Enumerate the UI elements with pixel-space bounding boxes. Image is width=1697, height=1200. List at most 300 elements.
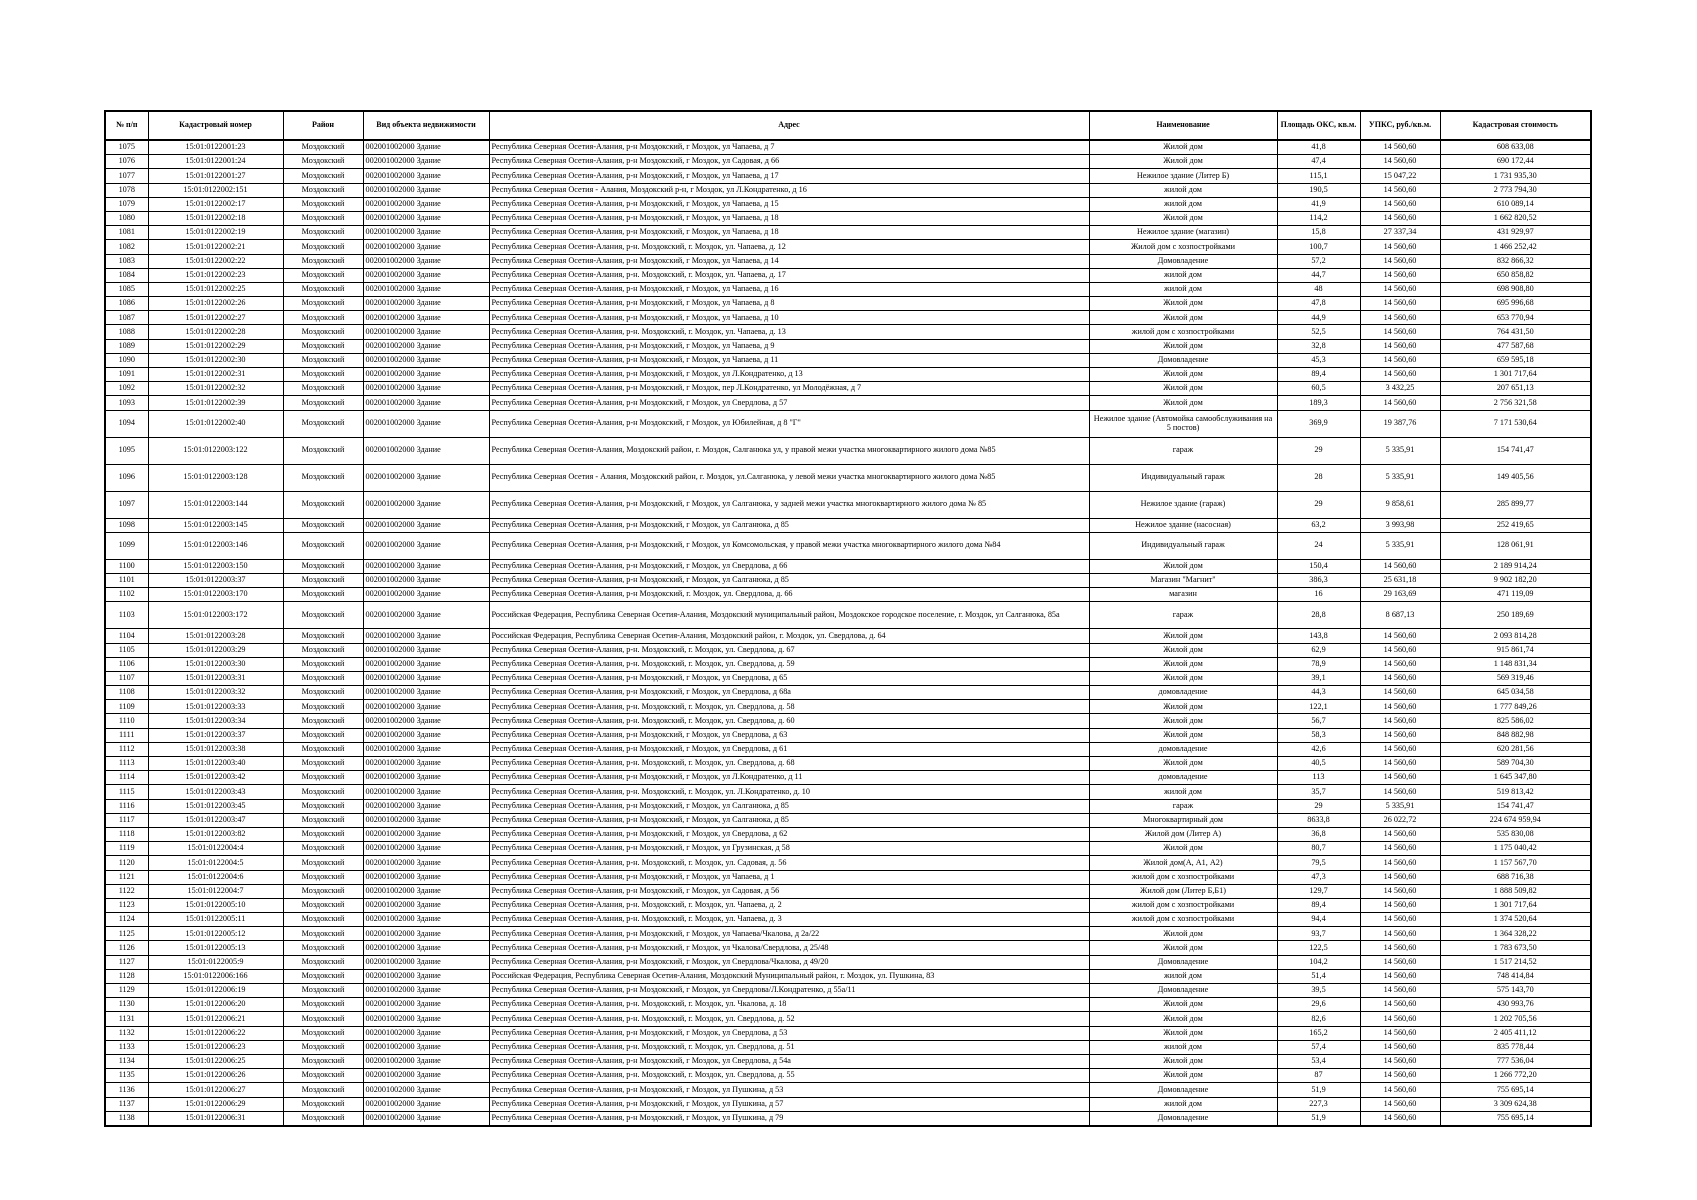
cell-name: Жилой дом [1089,728,1277,742]
cell-upks: 14 560,60 [1360,1083,1440,1097]
cell-address: Российская Федерация, Республика Северная Осетия-Алания, Моздокский Муниципальный район, г. Моздок, ул. Пушкина, 83 [489,969,1089,983]
cell-district: Моздокский [283,671,363,685]
cell-address: Республика Северная Осетия-Алания, р-н Моздокский, г Моздок, ул Чапаева, д 15 [489,197,1089,211]
cell-object-kind: 002001002000 Здание [363,927,489,941]
table-row [105,629,1591,643]
cell-upks: 3 432,25 [1360,382,1440,396]
cell-upks: 14 560,60 [1360,155,1440,169]
cell-cadastral-number: 15:01:0122003:43 [148,785,283,799]
cell-num: 1125 [105,927,148,941]
cell-num: 1080 [105,211,148,225]
cell-name: Жилой дом (Литер Б,Б1) [1089,884,1277,898]
cell-object-kind: 002001002000 Здание [363,1083,489,1097]
cell-num: 1109 [105,700,148,714]
cell-district: Моздокский [283,955,363,969]
cell-cadastral-number: 15:01:0122002:151 [148,183,283,197]
cell-object-kind: 002001002000 Здание [363,297,489,311]
cell-district: Моздокский [283,325,363,339]
cell-name: жилой дом [1089,268,1277,282]
cell-cadastral-number: 15:01:0122003:40 [148,757,283,771]
cell-cadastral-number: 15:01:0122006:20 [148,998,283,1012]
cell-cadastral-cost: 535 830,08 [1440,827,1591,841]
cell-cadastral-number: 15:01:0122005:9 [148,955,283,969]
table-row [105,1040,1591,1054]
table-row [105,464,1591,491]
cell-cadastral-number: 15:01:0122003:144 [148,491,283,518]
cell-area: 100,7 [1277,240,1360,254]
cell-address: Республика Северная Осетия-Алания, р-н. Моздокский, г. Моздок, ул. Садовая, д. 56 [489,856,1089,870]
cell-upks: 9 858,61 [1360,491,1440,518]
cell-area: 51,4 [1277,969,1360,983]
cell-district: Моздокский [283,588,363,602]
cell-object-kind: 002001002000 Здание [363,254,489,268]
cell-object-kind: 002001002000 Здание [363,559,489,573]
cell-district: Моздокский [283,559,363,573]
cell-name: Домовладение [1089,1083,1277,1097]
cell-area: 113 [1277,771,1360,785]
cell-district: Моздокский [283,686,363,700]
cell-num: 1090 [105,353,148,367]
cell-name: Индивидуальный гараж [1089,464,1277,491]
cell-cadastral-number: 15:01:0122004:5 [148,856,283,870]
cell-upks: 14 560,60 [1360,686,1440,700]
cell-district: Моздокский [283,226,363,240]
cell-cadastral-cost: 2 189 914,24 [1440,559,1591,573]
table-row [105,368,1591,382]
table-header-row [105,111,1591,140]
cell-area: 227,3 [1277,1097,1360,1111]
cell-cadastral-cost: 477 587,68 [1440,339,1591,353]
table-row [105,325,1591,339]
cell-cadastral-cost: 1 202 705,56 [1440,1012,1591,1026]
cell-name: Домовладение [1089,254,1277,268]
cell-area: 104,2 [1277,955,1360,969]
cell-object-kind: 002001002000 Здание [363,1040,489,1054]
cell-area: 189,3 [1277,396,1360,410]
cell-num: 1075 [105,140,148,155]
cell-cadastral-cost: 764 431,50 [1440,325,1591,339]
cell-address: Республика Северная Осетия-Алания, р-н Моздокский, г Моздок, ул Свердлова, д 65 [489,671,1089,685]
cell-upks: 14 560,60 [1360,827,1440,841]
cell-cadastral-number: 15:01:0122003:33 [148,700,283,714]
cell-upks: 5 335,91 [1360,532,1440,559]
table-row [105,254,1591,268]
cell-district: Моздокский [283,813,363,827]
table-row [105,799,1591,813]
cell-name: Жилой дом [1089,941,1277,955]
cell-cadastral-cost: 1 517 214,52 [1440,955,1591,969]
cell-area: 44,3 [1277,686,1360,700]
cell-cadastral-cost: 848 882,98 [1440,728,1591,742]
cell-cadastral-number: 15:01:0122006:166 [148,969,283,983]
cell-cadastral-number: 15:01:0122003:37 [148,573,283,587]
cell-address: Республика Северная Осетия-Алания, р-н Моздокский, г Моздок, ул Садовая, д 66 [489,155,1089,169]
cell-object-kind: 002001002000 Здание [363,382,489,396]
cell-num: 1136 [105,1083,148,1097]
cell-address: Республика Северная Осетия-Алания, р-н Моздокский, г Моздок, ул Чапаева, д 18 [489,226,1089,240]
cell-num: 1107 [105,671,148,685]
cell-address: Республика Северная Осетия-Алания, р-н. Моздокский, г. Моздок, ул. Чкалова, д. 18 [489,998,1089,1012]
cell-address: Республика Северная Осетия-Алания, р-н Моздокский, г Моздок, ул Свердлова, д 61 [489,742,1089,756]
cell-address: Республика Северная Осетия-Алания, р-н Моздокский, г Моздок, ул Салганюка, д 85 [489,813,1089,827]
cell-cadastral-cost: 1 466 252,42 [1440,240,1591,254]
cell-upks: 14 560,60 [1360,998,1440,1012]
cell-object-kind: 002001002000 Здание [363,842,489,856]
cell-district: Моздокский [283,998,363,1012]
cell-upks: 14 560,60 [1360,643,1440,657]
cell-cadastral-number: 15:01:0122002:28 [148,325,283,339]
cell-cadastral-number: 15:01:0122002:25 [148,282,283,296]
cell-district: Моздокский [283,714,363,728]
cell-area: 16 [1277,588,1360,602]
cell-cadastral-number: 15:01:0122003:42 [148,771,283,785]
cell-object-kind: 002001002000 Здание [363,913,489,927]
cell-cadastral-number: 15:01:0122006:29 [148,1097,283,1111]
table-row [105,382,1591,396]
cell-name: жилой дом [1089,1097,1277,1111]
cell-area: 89,4 [1277,368,1360,382]
table-row [105,240,1591,254]
cell-address: Республика Северная Осетия-Алания, р-н Моздокский, г Моздок, ул Чапаева, д 1 [489,870,1089,884]
cell-area: 45,3 [1277,353,1360,367]
cell-upks: 14 560,60 [1360,700,1440,714]
cell-upks: 14 560,60 [1360,353,1440,367]
cell-cadastral-cost: 2 773 794,30 [1440,183,1591,197]
cell-object-kind: 002001002000 Здание [363,1026,489,1040]
cell-num: 1083 [105,254,148,268]
cell-cadastral-number: 15:01:0122002:26 [148,297,283,311]
cell-object-kind: 002001002000 Здание [363,325,489,339]
cell-cadastral-cost: 250 189,69 [1440,602,1591,629]
cell-area: 41,8 [1277,140,1360,155]
cell-name: Жилой дом [1089,339,1277,353]
table-row [105,998,1591,1012]
cell-address: Республика Северная Осетия-Алания, р-н Моздокский, г Моздок, ул Комсомольская, у правой межи участка многоквартирного жилого дома №84 [489,532,1089,559]
cell-upks: 14 560,60 [1360,297,1440,311]
cell-name: Жилой дом [1089,211,1277,225]
table-row [105,657,1591,671]
cell-area: 93,7 [1277,927,1360,941]
cell-address: Республика Северная Осетия-Алания, р-н Моздокский, г Моздок, ул Чапаева, д 17 [489,169,1089,183]
table-row [105,941,1591,955]
cell-upks: 19 387,76 [1360,410,1440,437]
cell-cadastral-cost: 1 157 567,70 [1440,856,1591,870]
cell-name: Жилой дом [1089,140,1277,155]
cell-cadastral-number: 15:01:0122003:122 [148,437,283,464]
cell-cadastral-number: 15:01:0122006:31 [148,1111,283,1126]
table-row [105,1097,1591,1111]
cell-area: 143,8 [1277,629,1360,643]
cell-cadastral-cost: 2 756 321,58 [1440,396,1591,410]
cell-name: Домовладение [1089,353,1277,367]
cell-name: гараж [1089,437,1277,464]
cell-address: Республика Северная Осетия-Алания, р-н. Моздокский, г. Моздок, ул. Чапаева, д. 3 [489,913,1089,927]
cell-district: Моздокский [283,728,363,742]
cell-name: Жилой дом (Литер А) [1089,827,1277,841]
cell-district: Моздокский [283,884,363,898]
cell-area: 29 [1277,437,1360,464]
cell-area: 29 [1277,799,1360,813]
cell-cadastral-number: 15:01:0122003:38 [148,742,283,756]
table-row [105,686,1591,700]
cell-name: Домовладение [1089,984,1277,998]
cell-object-kind: 002001002000 Здание [363,686,489,700]
cell-num: 1082 [105,240,148,254]
header-cadastral-cost: Кадастровая стоимость [1440,111,1591,140]
table-row [105,898,1591,912]
cell-object-kind: 002001002000 Здание [363,368,489,382]
cell-district: Моздокский [283,518,363,532]
cell-cadastral-cost: 1 175 040,42 [1440,842,1591,856]
cell-cadastral-number: 15:01:0122002:17 [148,197,283,211]
cell-object-kind: 002001002000 Здание [363,969,489,983]
cell-cadastral-cost: 1 777 849,26 [1440,700,1591,714]
cell-num: 1104 [105,629,148,643]
cell-name: Домовладение [1089,1111,1277,1126]
cell-name: жилой дом [1089,282,1277,296]
cell-cadastral-cost: 835 778,44 [1440,1040,1591,1054]
table-row [105,870,1591,884]
cell-name: Домовладение [1089,955,1277,969]
cell-cadastral-number: 15:01:0122002:40 [148,410,283,437]
cell-area: 115,1 [1277,169,1360,183]
cell-cadastral-cost: 1 731 935,30 [1440,169,1591,183]
cell-num: 1123 [105,898,148,912]
cell-cadastral-number: 15:01:0122001:27 [148,169,283,183]
cell-upks: 15 047,22 [1360,169,1440,183]
table-row [105,140,1591,155]
cell-cadastral-cost: 1 888 509,82 [1440,884,1591,898]
cell-address: Республика Северная Осетия-Алания, р-н. Моздокский, г. Моздок, ул. Свердлова, д. 51 [489,1040,1089,1054]
table-row [105,856,1591,870]
cell-object-kind: 002001002000 Здание [363,282,489,296]
table-row [105,559,1591,573]
cell-name: Жилой дом(А, А1, А2) [1089,856,1277,870]
cell-district: Моздокский [283,757,363,771]
document-page [104,110,1590,1127]
cell-num: 1128 [105,969,148,983]
cell-object-kind: 002001002000 Здание [363,1111,489,1126]
cell-area: 129,7 [1277,884,1360,898]
cell-object-kind: 002001002000 Здание [363,197,489,211]
cell-num: 1117 [105,813,148,827]
table-row [105,785,1591,799]
cell-name: Многоквартирный дом [1089,813,1277,827]
cell-num: 1137 [105,1097,148,1111]
cell-cadastral-number: 15:01:0122006:27 [148,1083,283,1097]
table-row [105,183,1591,197]
cell-address: Республика Северная Осетия-Алания, р-н. Моздокский, г. Моздок, ул. Свердлова, д. 60 [489,714,1089,728]
cell-object-kind: 002001002000 Здание [363,437,489,464]
cell-address: Республика Северная Осетия-Алания, р-н. Моздокский, г. Моздок, ул. Чапаева, д. 13 [489,325,1089,339]
cell-area: 369,9 [1277,410,1360,437]
cell-upks: 14 560,60 [1360,941,1440,955]
cell-area: 47,4 [1277,155,1360,169]
cell-address: Республика Северная Осетия-Алания, р-н Моздокский, г Моздок, ул Свердлова/Чкалова, д 49/20 [489,955,1089,969]
cell-area: 165,2 [1277,1026,1360,1040]
cell-area: 40,5 [1277,757,1360,771]
cell-area: 29,6 [1277,998,1360,1012]
cell-upks: 14 560,60 [1360,898,1440,912]
cell-num: 1135 [105,1069,148,1083]
cell-object-kind: 002001002000 Здание [363,643,489,657]
cell-object-kind: 002001002000 Здание [363,728,489,742]
cell-upks: 14 560,60 [1360,1026,1440,1040]
cell-num: 1130 [105,998,148,1012]
cell-object-kind: 002001002000 Здание [363,169,489,183]
cell-area: 190,5 [1277,183,1360,197]
cell-num: 1110 [105,714,148,728]
cell-area: 87 [1277,1069,1360,1083]
cell-num: 1108 [105,686,148,700]
cell-district: Моздокский [283,771,363,785]
table-row [105,771,1591,785]
table-row [105,396,1591,410]
cell-upks: 14 560,60 [1360,870,1440,884]
table-row [105,311,1591,325]
cell-cadastral-cost: 755 695,14 [1440,1111,1591,1126]
cell-object-kind: 002001002000 Здание [363,771,489,785]
cell-upks: 14 560,60 [1360,282,1440,296]
cell-num: 1131 [105,1012,148,1026]
cell-name: Жилой дом [1089,671,1277,685]
cell-object-kind: 002001002000 Здание [363,714,489,728]
cell-area: 36,8 [1277,827,1360,841]
table-row [105,1054,1591,1068]
cell-cadastral-cost: 1 266 772,20 [1440,1069,1591,1083]
cell-object-kind: 002001002000 Здание [363,785,489,799]
cell-cadastral-number: 15:01:0122002:29 [148,339,283,353]
cell-district: Моздокский [283,870,363,884]
cell-area: 8633,8 [1277,813,1360,827]
cell-cadastral-number: 15:01:0122002:30 [148,353,283,367]
cell-district: Моздокский [283,140,363,155]
cell-cadastral-number: 15:01:0122003:32 [148,686,283,700]
cell-district: Моздокский [283,311,363,325]
cell-name: Жилой дом [1089,757,1277,771]
table-row [105,1012,1591,1026]
cell-district: Моздокский [283,1069,363,1083]
table-row [105,437,1591,464]
cell-object-kind: 002001002000 Здание [363,1069,489,1083]
cell-address: Республика Северная Осетия-Алания, Моздокский район, г. Моздок, Салганюка ул, у правой межи участка многоквартирного жилого дома №85 [489,437,1089,464]
cell-cadastral-number: 15:01:0122002:18 [148,211,283,225]
cell-name: Нежилое здание (Литер Б) [1089,169,1277,183]
cell-cadastral-cost: 608 633,08 [1440,140,1591,155]
cell-district: Моздокский [283,211,363,225]
cell-district: Моздокский [283,410,363,437]
cell-cadastral-number: 15:01:0122002:39 [148,396,283,410]
cell-num: 1079 [105,197,148,211]
cell-upks: 14 560,60 [1360,969,1440,983]
table-body [105,140,1591,1126]
cell-object-kind: 002001002000 Здание [363,588,489,602]
cell-address: Республика Северная Осетия-Алания, р-н. Моздокский, г. Моздок, ул. Свердлова, д. 59 [489,657,1089,671]
cell-cadastral-cost: 659 595,18 [1440,353,1591,367]
cell-name: гараж [1089,602,1277,629]
cell-cadastral-cost: 645 034,58 [1440,686,1591,700]
cell-name: Нежилое здание (гараж) [1089,491,1277,518]
cell-address: Республика Северная Осетия-Алания, р-н Моздокский, г Моздок, ул Пушкина, д 57 [489,1097,1089,1111]
table-row [105,297,1591,311]
cell-num: 1121 [105,870,148,884]
cell-num: 1113 [105,757,148,771]
cell-name: Жилой дом [1089,700,1277,714]
cell-address: Республика Северная Осетия-Алания, р-н Моздокский, г Моздок, ул Свердлова, д 62 [489,827,1089,841]
cell-upks: 14 560,60 [1360,240,1440,254]
table-row [105,353,1591,367]
cell-upks: 14 560,60 [1360,884,1440,898]
cell-upks: 14 560,60 [1360,559,1440,573]
table-row [105,884,1591,898]
cell-cadastral-number: 15:01:0122004:6 [148,870,283,884]
cell-num: 1103 [105,602,148,629]
cell-object-kind: 002001002000 Здание [363,1054,489,1068]
cell-district: Моздокский [283,1054,363,1068]
header-upks: УПКС, руб./кв.м. [1360,111,1440,140]
cell-address: Республика Северная Осетия-Алания, р-н Моздокский, г Моздок, ул Салганюка, у задней межи участка многоквартирного жилого дома № 85 [489,491,1089,518]
cell-address: Республика Северная Осетия-Алания, р-н Моздокский, г Моздок, пер Л.Кондратенко, ул Молодёжная, д 7 [489,382,1089,396]
cell-address: Республика Северная Осетия-Алания, р-н Моздокский, г Моздок, ул Свердлова/Л.Кондратенко, д 55а/11 [489,984,1089,998]
cadastral-value-table [104,110,1592,1127]
cell-cadastral-cost: 688 716,38 [1440,870,1591,884]
table-row [105,757,1591,771]
cell-upks: 14 560,60 [1360,254,1440,268]
cell-area: 39,1 [1277,671,1360,685]
cell-name: жилой дом с хозпостройками [1089,913,1277,927]
table-row [105,1083,1591,1097]
cell-upks: 27 337,34 [1360,226,1440,240]
cell-num: 1106 [105,657,148,671]
cell-object-kind: 002001002000 Здание [363,532,489,559]
cell-name: Нежилое здание (насосная) [1089,518,1277,532]
cell-cadastral-cost: 1 301 717,64 [1440,898,1591,912]
cell-num: 1097 [105,491,148,518]
cell-num: 1100 [105,559,148,573]
cell-num: 1122 [105,884,148,898]
cell-cadastral-cost: 825 586,02 [1440,714,1591,728]
cell-name: жилой дом [1089,969,1277,983]
header-cadastral-number: Кадастровый номер [148,111,283,140]
cell-cadastral-cost: 431 929,97 [1440,226,1591,240]
cell-name: Жилой дом с хозпостройками [1089,240,1277,254]
header-num: № п/п [105,111,148,140]
cell-object-kind: 002001002000 Здание [363,155,489,169]
cell-area: 52,5 [1277,325,1360,339]
cell-upks: 14 560,60 [1360,657,1440,671]
cell-district: Моздокский [283,464,363,491]
cell-num: 1132 [105,1026,148,1040]
cell-upks: 14 560,60 [1360,913,1440,927]
cell-district: Моздокский [283,629,363,643]
cell-district: Моздокский [283,382,363,396]
table-row [105,155,1591,169]
cell-cadastral-number: 15:01:0122006:25 [148,1054,283,1068]
cell-cadastral-cost: 1 374 520,64 [1440,913,1591,927]
cell-name: Индивидуальный гараж [1089,532,1277,559]
cell-name: жилой дом с хозпостройками [1089,870,1277,884]
cell-name: жилой дом [1089,785,1277,799]
cell-address: Республика Северная Осетия-Алания, р-н Моздокский, г Моздок, ул Пушкина, д 79 [489,1111,1089,1126]
cell-upks: 14 560,60 [1360,339,1440,353]
cell-area: 122,1 [1277,700,1360,714]
header-name: Наименование [1089,111,1277,140]
cell-num: 1118 [105,827,148,841]
cell-district: Моздокский [283,602,363,629]
cell-cadastral-number: 15:01:0122003:170 [148,588,283,602]
cell-cadastral-number: 15:01:0122003:28 [148,629,283,643]
cell-object-kind: 002001002000 Здание [363,602,489,629]
